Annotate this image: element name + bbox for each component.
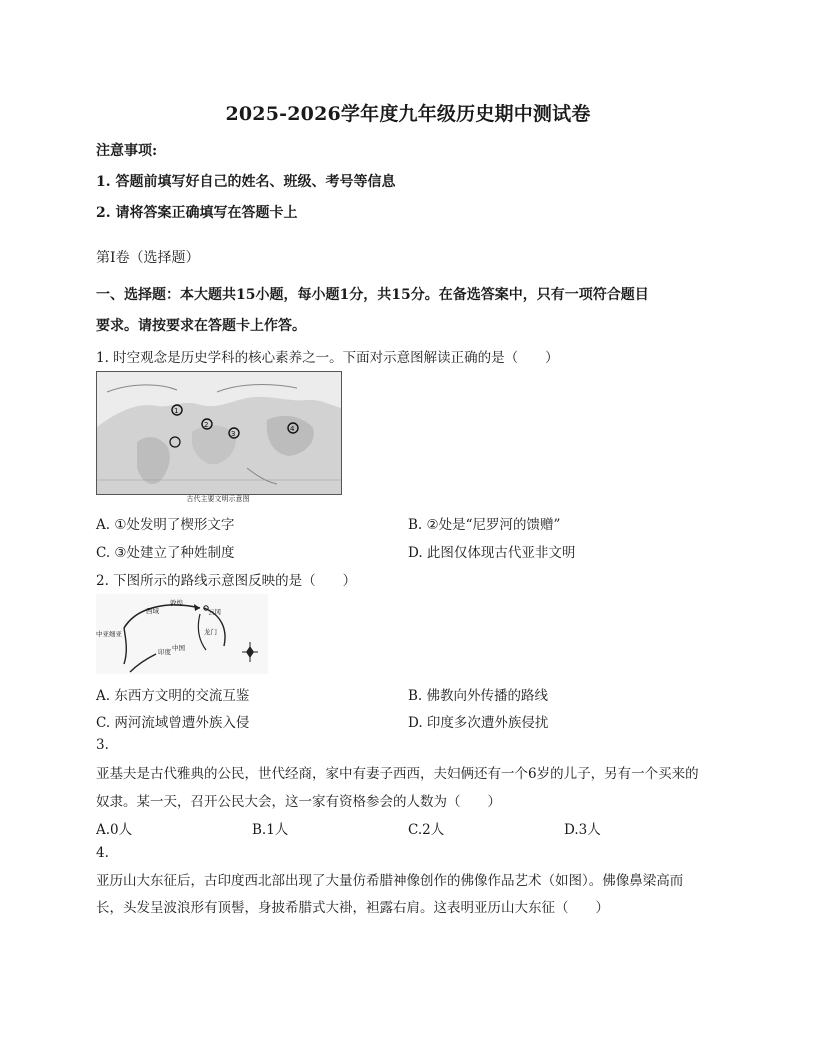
notice-item-2: 2. 请将答案正确填写在答题卡上 <box>96 205 298 221</box>
svg-text:3: 3 <box>231 430 236 438</box>
q3-option-d[interactable]: D.3人 <box>564 822 601 838</box>
svg-text:2: 2 <box>204 421 209 429</box>
question-4-text-line-2: 长，头发呈波浪形有顶髻，身披希腊式大褂，袒露右肩。这表明亚历山大东征（ ） <box>96 900 609 916</box>
map-label-longmen: 龙门 <box>204 628 217 636</box>
ancient-civilizations-map <box>96 371 342 495</box>
question-1-stem: 1. 时空观念是历史学科的核心素养之一。下面对示意图解读正确的是（ ） <box>96 350 559 366</box>
civilizations-map-graphic <box>97 372 341 494</box>
q1-option-c[interactable]: C. ③处建立了种姓制度 <box>96 545 235 561</box>
question-4-number: 4. <box>96 845 109 861</box>
question-3-text-line-1: 亚基夫是古代雅典的公民，世代经商，家中有妻子西西，夫妇俩还有一个6岁的儿子，另有一个买来的 <box>96 766 699 782</box>
route-map-graphic <box>96 594 268 674</box>
question-4-text-line-1: 亚历山大东征后，古印度西北部出现了大量仿希腊神像创作的佛像作品艺术（如图）。佛像鼻梁高而 <box>96 873 684 889</box>
q1-option-d[interactable]: D. 此图仅体现古代亚非文明 <box>408 545 576 561</box>
q3-option-a[interactable]: A.0人 <box>96 822 133 838</box>
q2-option-a[interactable]: A. 东西方文明的交流互鉴 <box>96 688 250 704</box>
map-label-yungang: 云冈 <box>208 608 221 616</box>
question-3-number: 3. <box>96 737 109 753</box>
buddhism-route-map <box>96 594 268 674</box>
map-label-india: 印度 <box>158 648 171 656</box>
q2-option-d[interactable]: D. 印度多次遭外族侵扰 <box>408 715 549 731</box>
q2-option-b[interactable]: B. 佛教向外传播的路线 <box>408 688 549 704</box>
svg-text:1: 1 <box>174 407 179 415</box>
map-label-china: 中国 <box>172 644 185 652</box>
map-label-xiyu: 西域 <box>146 607 159 615</box>
section-instruction-line-1: 一、选择题：本大题共15小题，每小题1分，共15分。在备选答案中，只有一项符合题目 <box>96 287 649 303</box>
map-label-dunhuang: 敦煌 <box>170 599 183 607</box>
section-instruction-line-2: 要求。请按要求在答题卡上作答。 <box>96 318 306 334</box>
q2-option-c[interactable]: C. 两河流域曾遭外族入侵 <box>96 715 250 731</box>
svg-text:4: 4 <box>290 425 295 433</box>
q3-option-b[interactable]: B.1人 <box>252 822 289 838</box>
map-label-central-asia: 中亚细亚 <box>96 630 122 638</box>
question-2-stem: 2. 下图所示的路线示意图反映的是（ ） <box>96 573 357 589</box>
page-title: 2025-2026学年度九年级历史期中测试卷 <box>225 103 591 125</box>
q1-option-b[interactable]: B. ②处是“尼罗河的馈赠” <box>408 517 561 533</box>
q3-option-c[interactable]: C.2人 <box>408 822 445 838</box>
notice-item-1: 1. 答题前填写好自己的姓名、班级、考号等信息 <box>96 174 396 190</box>
section-part-title: 第Ⅰ卷（选择题） <box>96 250 200 266</box>
question-3-text-line-2: 奴隶。某一天，召开公民大会，这一家有资格参会的人数为（ ） <box>96 794 501 810</box>
map-caption: 古代主要文明示意图 <box>186 495 250 503</box>
q1-option-a[interactable]: A. ①处发明了楔形文字 <box>96 517 235 533</box>
notice-heading: 注意事项: <box>96 143 158 159</box>
